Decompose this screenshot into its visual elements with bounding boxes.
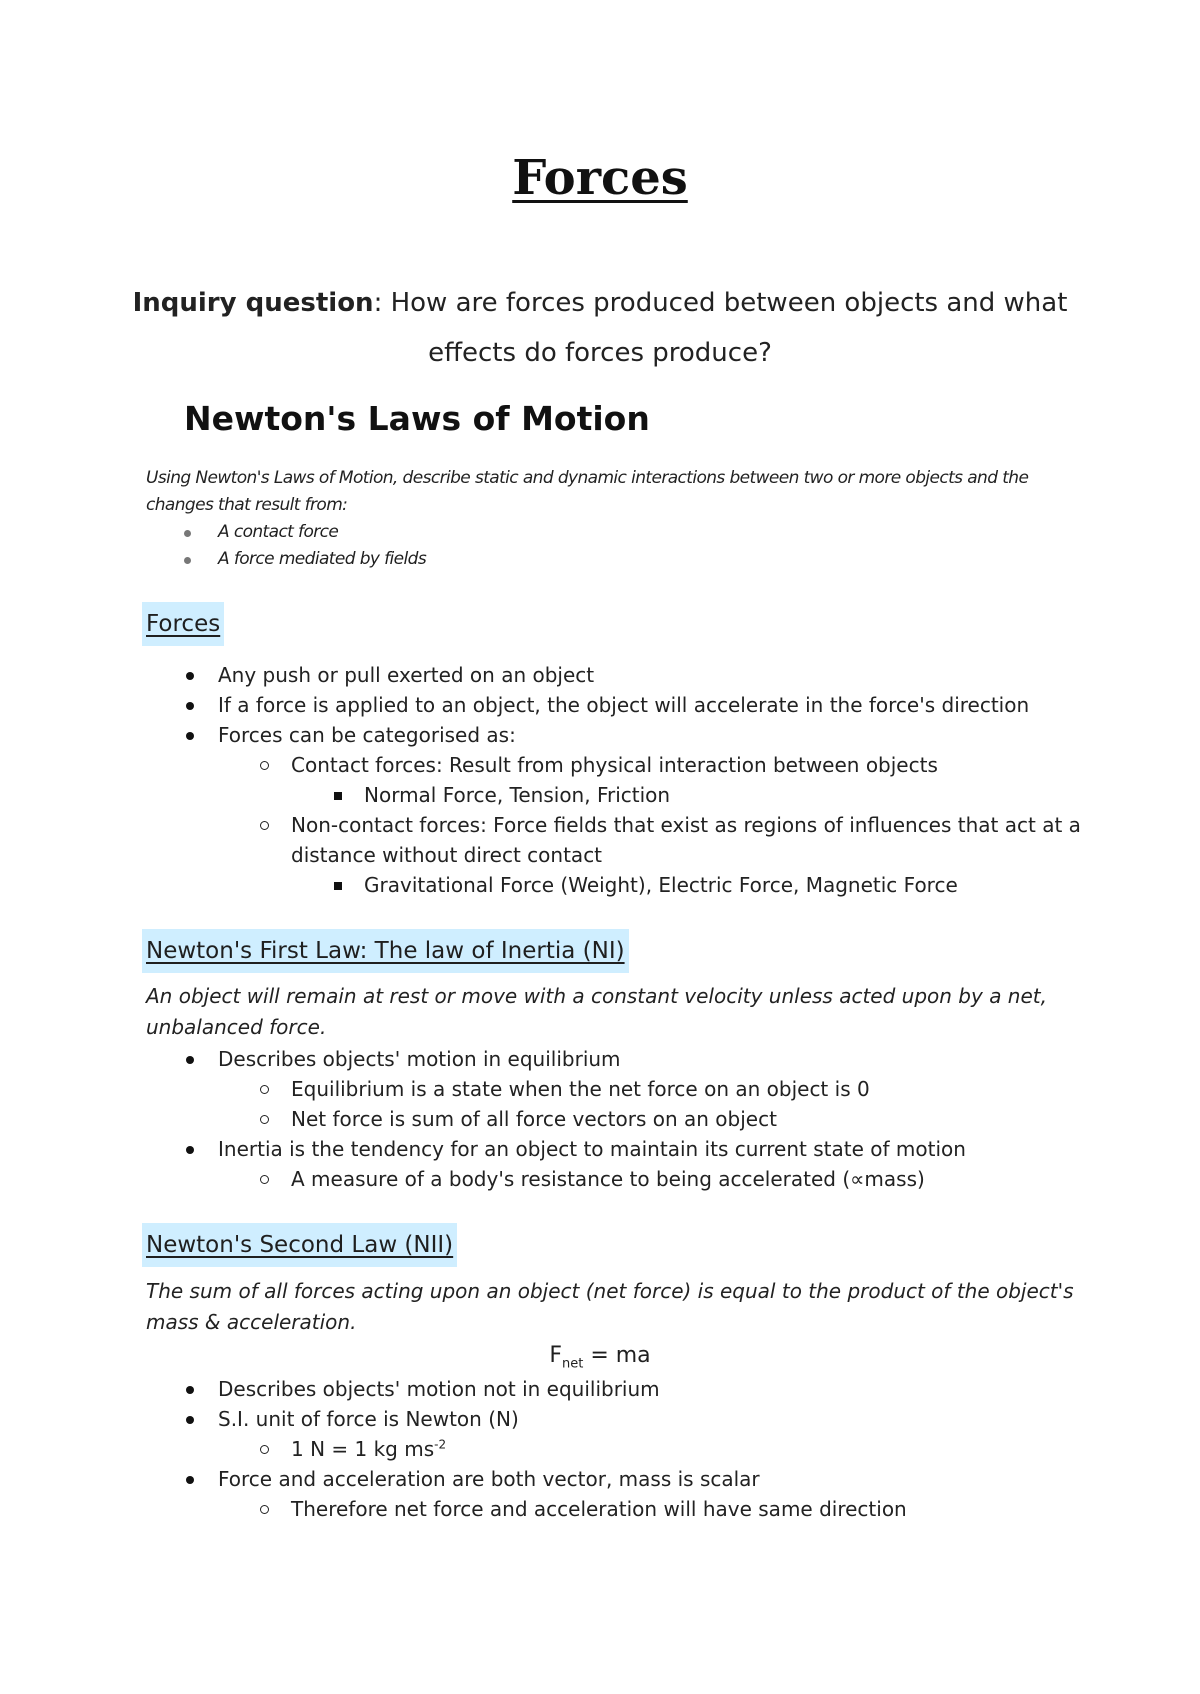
list-item-text: Net force is sum of all force vectors on an object xyxy=(291,1107,777,1131)
inquiry-label: Inquiry question xyxy=(132,288,374,318)
list-item xyxy=(146,780,1086,810)
first-law-definition: An object will remain at rest or move with a constant velocity unless acted upon by a net, unbalanced force. xyxy=(146,984,1047,1039)
list-item xyxy=(146,1494,1086,1524)
formula-subscript: net xyxy=(561,1356,584,1372)
objective-item: A contact force xyxy=(146,519,426,546)
list-item xyxy=(146,1464,1086,1494)
list-item-text: 1 N = 1 kg ms xyxy=(291,1437,435,1461)
list-item-text: Therefore net force and acceleration will have same direction xyxy=(291,1497,907,1521)
subheading-first-law: Newton's First Law: The law of Inertia (NI) xyxy=(142,929,629,973)
list-item xyxy=(146,1074,1086,1104)
list-item xyxy=(146,1044,1086,1074)
list-item-text: Non-contact forces: Force fields that exist as regions of influences that act at a distance without direct contact xyxy=(291,813,1081,867)
second-law-definition: The sum of all forces acting upon an object (net force) is equal to the product of the object's mass & acceleration. xyxy=(146,1279,1074,1334)
list-item-text: A measure of a body's resistance to being accelerated (∝mass) xyxy=(291,1167,925,1191)
list-item xyxy=(146,1164,1086,1194)
section-heading-newtons-laws: Newton's Laws of Motion xyxy=(184,399,650,438)
second-law-list xyxy=(146,1374,1086,1524)
page-title: Forces xyxy=(512,150,688,206)
list-item-text: Force and acceleration are both vector, mass is scalar xyxy=(218,1467,760,1491)
list-item-text: Normal Force, Tension, Friction xyxy=(364,783,671,807)
list-item xyxy=(146,1104,1086,1134)
inquiry-question xyxy=(120,278,1080,378)
list-item xyxy=(146,660,1086,690)
first-law-list xyxy=(146,1044,1086,1194)
list-item xyxy=(146,1434,1086,1464)
list-item-text: Contact forces: Result from physical interaction between objects xyxy=(291,753,938,777)
list-item-text: Gravitational Force (Weight), Electric Force, Magnetic Force xyxy=(364,873,958,897)
list-item xyxy=(146,1134,1086,1164)
list-item xyxy=(146,690,1086,720)
list-item-text: If a force is applied to an object, the object will accelerate in the force's direction xyxy=(218,693,1030,717)
formula-f: F xyxy=(549,1343,562,1368)
subheading-second-law: Newton's Second Law (NII) xyxy=(142,1223,457,1267)
forces-list xyxy=(146,660,1086,900)
objective-list xyxy=(146,519,426,573)
list-item-text: Equilibrium is a state when the net force on an object is 0 xyxy=(291,1077,870,1101)
superscript: -2 xyxy=(434,1437,447,1452)
subheading-forces: Forces xyxy=(142,602,224,646)
list-item-text: S.I. unit of force is Newton (N) xyxy=(218,1407,519,1431)
list-item xyxy=(146,750,1086,780)
list-item-text: Describes objects' motion in equilibrium xyxy=(218,1047,621,1071)
list-item xyxy=(146,1404,1086,1434)
objective-item: A force mediated by fields xyxy=(146,546,426,573)
list-item-text: Any push or pull exerted on an object xyxy=(218,663,595,687)
list-item xyxy=(146,810,1086,870)
formula-rest: = ma xyxy=(583,1343,651,1368)
inquiry-text: : How are forces produced between objects and what effects do forces produce? xyxy=(373,288,1068,368)
list-item-text: Inertia is the tendency for an object to maintain its current state of motion xyxy=(218,1137,966,1161)
list-item xyxy=(146,870,1086,900)
list-item xyxy=(146,720,1086,750)
list-item-text: Forces can be categorised as: xyxy=(218,723,516,747)
list-item-text: Describes objects' motion not in equilibrium xyxy=(218,1377,660,1401)
list-item xyxy=(146,1374,1086,1404)
syllabus-objective: Using Newton's Laws of Motion, describe static and dynamic interactions between two or more objects and the changes that result from: xyxy=(146,468,1029,515)
